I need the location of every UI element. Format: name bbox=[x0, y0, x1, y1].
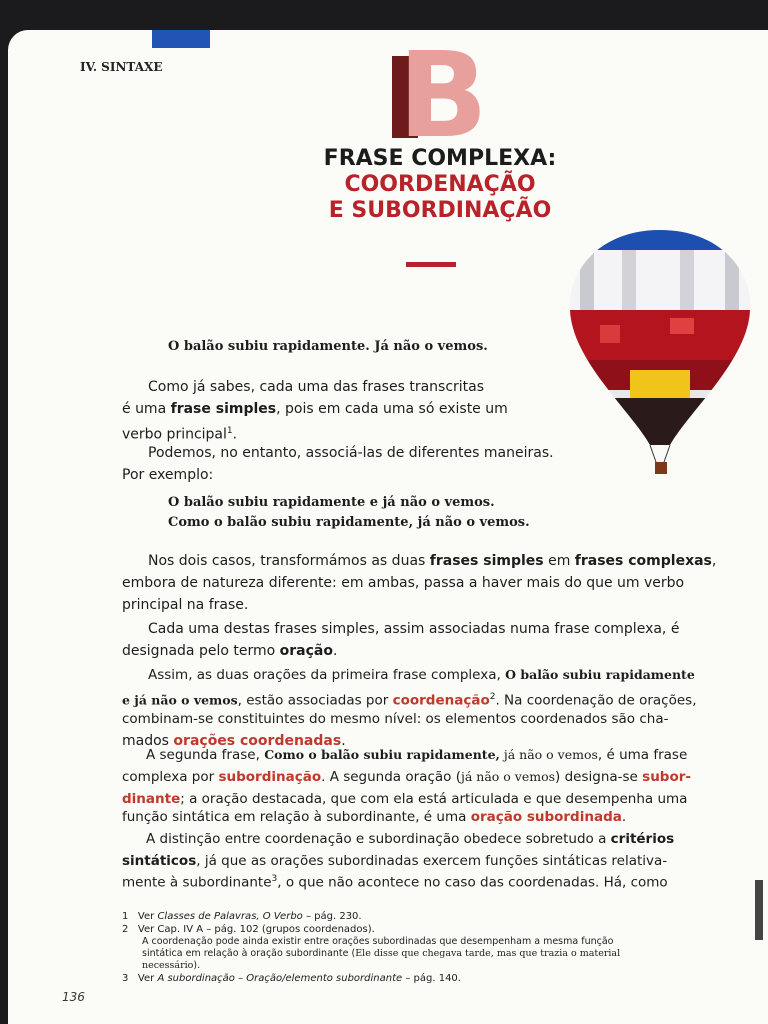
p5-text: Assim, as duas orações da primeira frase complexa, bbox=[148, 667, 506, 683]
p6-text-8: . bbox=[621, 809, 627, 825]
paragraph-3-line-2: embora de natureza diferente: em ambas, passa a haver mais do que um verbo bbox=[122, 575, 685, 591]
term-sintaticos: sintáticos bbox=[122, 853, 197, 869]
footnote-text: ). bbox=[193, 960, 201, 971]
p6-text: A segunda frase, bbox=[146, 747, 265, 763]
footnote-example: Ele disse que chegava tarde, mas que trazia o material bbox=[355, 948, 621, 959]
hot-air-balloon-illustration bbox=[560, 200, 760, 500]
p3-text-3: , bbox=[711, 553, 717, 569]
footnote-1 bbox=[122, 910, 362, 923]
p6-example: já não o vemos bbox=[499, 747, 598, 762]
footnote-text: sintática em relação à oração subordinante ( bbox=[142, 948, 356, 959]
paragraph-7-line-1 bbox=[146, 828, 674, 850]
footnote-text: Ver bbox=[137, 911, 158, 922]
footnote-2-line-2: A coordenação pode ainda existir entre orações subordinadas que desempenham a mesma função bbox=[142, 936, 614, 947]
paragraph-4-line-1: Cada uma destas frases simples, assim associadas numa frase complexa, é bbox=[148, 621, 680, 637]
example-sentence-3: Como o balão subiu rapidamente, já não o vemos. bbox=[168, 515, 530, 530]
footnote-2-line-4 bbox=[142, 959, 200, 972]
p7-text-4: , o que não acontece no caso das coordenadas. Há, como bbox=[277, 874, 668, 891]
footnote-text: – pág. 230. bbox=[302, 911, 362, 922]
footnote-text: Ver bbox=[137, 973, 158, 984]
paragraph-5-line-3: combinam-se constituintes do mesmo nível: os elementos coordenados são cha- bbox=[122, 711, 669, 727]
paragraph-3-line-3: principal na frase. bbox=[122, 597, 249, 613]
p1-text-4: . bbox=[232, 426, 238, 443]
footnote-2-line-3 bbox=[142, 947, 620, 960]
p6-text-4: . A segunda oração ( bbox=[321, 769, 461, 785]
title-line-1: FRASE COMPLEXA: bbox=[323, 146, 557, 171]
term-oracoes-coordenadas: orações coordenadas bbox=[173, 733, 342, 749]
title-line-2: COORDENAÇÃO bbox=[344, 172, 536, 197]
page-number: 136 bbox=[62, 990, 85, 1004]
p1-text: é uma bbox=[122, 401, 171, 417]
paragraph-5-line-1 bbox=[148, 664, 695, 686]
term-frases-complexas: frases complexas bbox=[574, 553, 712, 569]
p5-text-3: . Na coordenação de orações, bbox=[495, 692, 697, 709]
chapter-letter: B bbox=[398, 26, 488, 164]
paragraph-2-line-1: Podemos, no entanto, associá-las de diferentes maneiras. bbox=[148, 445, 554, 461]
footnote-ref-1: 1 bbox=[226, 426, 233, 436]
p7-text-2: , já que as orações subordinadas exercem funções sintáticas relativa- bbox=[196, 853, 668, 869]
page-tab-marker bbox=[152, 30, 210, 48]
footnote-reference-title: A subordinação – Oração/elemento subordinante bbox=[157, 973, 403, 984]
term-criterios: critérios bbox=[610, 831, 675, 847]
p6-text-5: ) designa-se bbox=[555, 769, 643, 785]
p6-text-6: ; a oração destacada, que com ela está articulada e que desempenha uma bbox=[180, 791, 688, 807]
term-oracao-subordinada: oração subordinada bbox=[470, 809, 622, 825]
p6-example-bold: Como o balão subiu rapidamente, bbox=[264, 747, 500, 762]
p5-text-2: , estão associadas por bbox=[237, 692, 393, 709]
p5-text-5: . bbox=[341, 733, 346, 749]
paragraph-3-line-1 bbox=[148, 550, 716, 572]
term-subordinacao: subordinação bbox=[218, 769, 322, 785]
term-frases-simples: frases simples bbox=[429, 553, 544, 569]
paragraph-7-line-3 bbox=[122, 868, 668, 894]
paragraph-6-line-2 bbox=[122, 766, 691, 788]
footnote-example: necessário bbox=[142, 960, 194, 971]
footnote-text: – pág. 140. bbox=[402, 973, 461, 984]
paragraph-1-line-2 bbox=[122, 398, 508, 420]
example-sentence-2: O balão subiu rapidamente e já não o vemos. bbox=[168, 495, 495, 510]
term-coordenacao: coordenação bbox=[392, 692, 490, 709]
footnote-ref-3: 3 bbox=[271, 874, 278, 884]
footnote-ref-2: 2 bbox=[489, 692, 496, 702]
paragraph-2-line-2: Por exemplo: bbox=[122, 467, 214, 483]
term-frase-simples: frase simples bbox=[170, 401, 277, 417]
p3-text-2: em bbox=[543, 553, 575, 569]
p7-text: A distinção entre coordenação e subordinação obedece sobretudo a bbox=[146, 831, 611, 847]
p1-text-3: verbo principal bbox=[122, 426, 227, 443]
paragraph-1-line-1: Como já sabes, cada uma das frases transcritas bbox=[148, 379, 485, 395]
p7-text-3: mente à subordinante bbox=[122, 874, 272, 891]
title-line-3: E SUBORDINAÇÃO bbox=[328, 198, 552, 223]
p5-example-2: e já não o vemos bbox=[122, 692, 238, 708]
p6-text-3: complexa por bbox=[122, 769, 219, 785]
edge-mark bbox=[755, 880, 763, 940]
paragraph-4-line-2 bbox=[122, 640, 337, 662]
section-label: IV. SINTAXE bbox=[80, 60, 163, 74]
footnote-text: Ver Cap. IV A – pág. 102 (grupos coordenados). bbox=[137, 924, 375, 935]
paragraph-6-line-1 bbox=[146, 744, 687, 766]
footnote-number: 2 bbox=[122, 924, 129, 935]
p4-text: designada pelo termo bbox=[122, 643, 280, 659]
paragraph-6-line-4 bbox=[122, 806, 626, 828]
p1-text-2: , pois em cada uma só existe um bbox=[276, 401, 508, 417]
term-subordinante-part-2: dinante bbox=[122, 791, 181, 807]
title-underline bbox=[406, 262, 456, 267]
footnote-reference-title: Classes de Palavras, O Verbo bbox=[157, 911, 303, 922]
p5-text-4: mados bbox=[122, 733, 174, 749]
term-oracao: oração bbox=[279, 643, 333, 659]
p6-text-7: função sintática em relação à subordinante, é uma bbox=[122, 809, 471, 825]
example-sentence-1: O balão subiu rapidamente. Já não o vemos. bbox=[168, 339, 488, 354]
p5-example: O balão subiu rapidamente bbox=[505, 667, 695, 682]
chapter-title bbox=[300, 146, 580, 224]
term-subordinante-part-1: subor- bbox=[642, 769, 692, 785]
footnote-3 bbox=[122, 972, 461, 985]
footnote-number: 3 bbox=[122, 973, 129, 984]
p6-example-2: já não o vemos bbox=[460, 769, 556, 784]
p4-text-2: . bbox=[332, 643, 338, 659]
p3-text: Nos dois casos, transformámos as duas bbox=[148, 553, 430, 569]
footnote-number: 1 bbox=[122, 911, 129, 922]
p6-text-2: , é uma frase bbox=[597, 747, 688, 763]
